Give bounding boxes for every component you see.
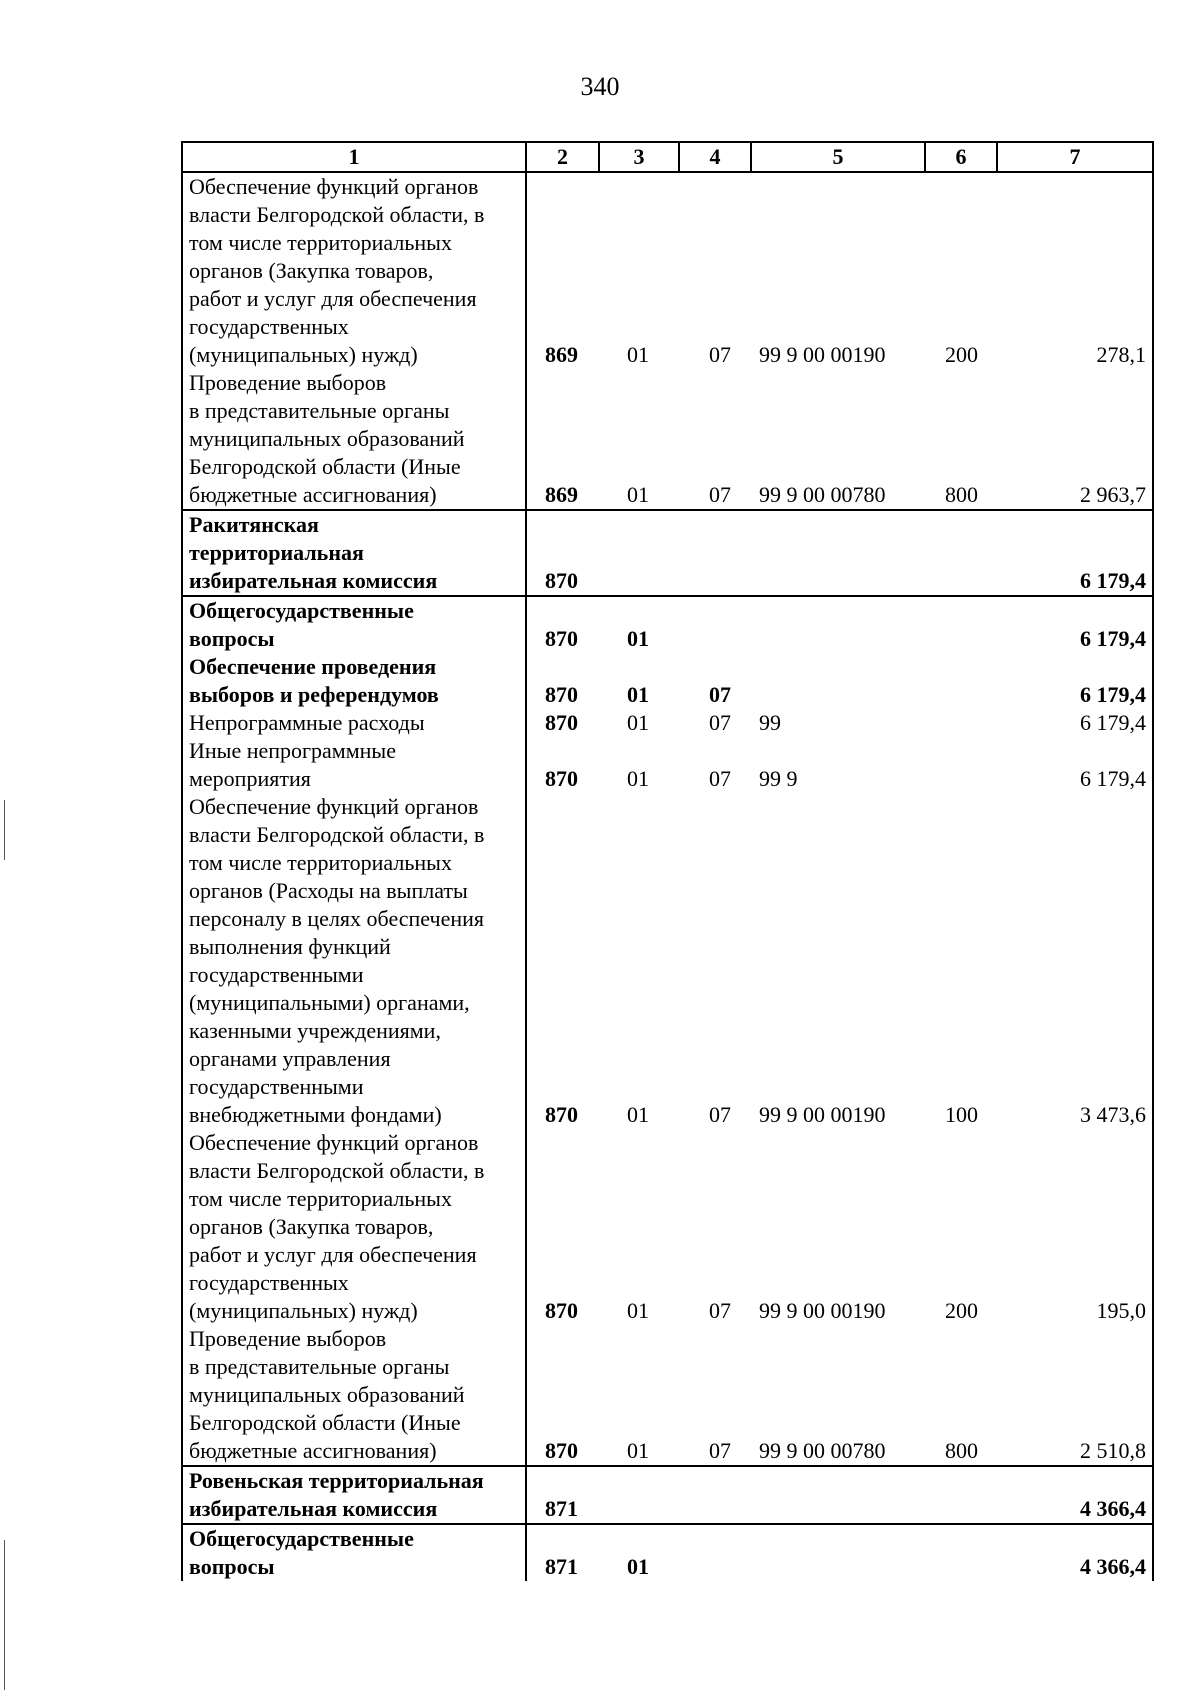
description-line: государственными bbox=[189, 1074, 364, 1099]
subsection-code-cell: 07 bbox=[679, 1325, 751, 1466]
target-article-cell bbox=[751, 510, 925, 596]
subsection-code-cell bbox=[679, 510, 751, 596]
section-code-cell: 01 bbox=[627, 342, 649, 367]
scan-margin-mark bbox=[4, 800, 5, 860]
description-line: Проведение выборов bbox=[189, 370, 387, 395]
expense-type-cell bbox=[925, 510, 997, 596]
description-line: территориальная bbox=[189, 540, 364, 565]
description-line: Непрограммные расходы bbox=[189, 710, 425, 735]
description-line: (муниципальных) нужд) bbox=[189, 1298, 418, 1323]
section-code-cell: 01 bbox=[627, 710, 649, 735]
ministry-code-cell: 870 bbox=[545, 1298, 578, 1323]
description-cell bbox=[182, 369, 526, 510]
table-row bbox=[182, 653, 1153, 709]
section-code-cell: 01 bbox=[627, 1554, 649, 1579]
table-row bbox=[182, 709, 1153, 737]
description-line: выборов и референдумов bbox=[189, 682, 439, 707]
expense-type-cell: 800 bbox=[925, 1325, 997, 1466]
ministry-code-cell: 870 bbox=[545, 626, 578, 651]
description-line: муниципальных образований bbox=[189, 426, 465, 451]
table-row bbox=[182, 510, 1153, 596]
description-line: органов (Закупка товаров, bbox=[189, 258, 434, 283]
amount-cell: 6 179,4 bbox=[997, 510, 1153, 596]
column-header: 6 bbox=[925, 142, 997, 172]
description-line: бюджетные ассигнования) bbox=[189, 482, 437, 507]
table-row bbox=[182, 1524, 1153, 1581]
description-line: избирательная комиссия bbox=[189, 568, 438, 593]
section-code-cell: 01 bbox=[627, 1298, 649, 1323]
description-line: персоналу в целях обеспечения bbox=[189, 906, 485, 931]
column-header: 1 bbox=[182, 142, 526, 172]
amount-cell: 6 179,4 bbox=[997, 653, 1153, 709]
amount-cell: 6 179,4 bbox=[997, 709, 1153, 737]
description-cell bbox=[182, 709, 526, 737]
table-row bbox=[182, 172, 1153, 369]
amount-cell: 3 473,6 bbox=[997, 793, 1153, 1129]
subsection-code-cell: 07 bbox=[709, 682, 731, 707]
description-cell bbox=[182, 1325, 526, 1466]
expense-type-cell bbox=[925, 737, 997, 793]
ministry-code-cell: 869 bbox=[526, 369, 599, 510]
description-line: мероприятия bbox=[189, 766, 311, 791]
scan-margin-mark bbox=[4, 1540, 5, 1690]
target-article-cell: 99 bbox=[759, 710, 781, 735]
expense-type-cell bbox=[925, 653, 997, 709]
description-line: Проведение выборов bbox=[189, 1326, 387, 1351]
description-line: в представительные органы bbox=[189, 1354, 450, 1379]
table-row bbox=[182, 1129, 1153, 1325]
description-line: (муниципальными) органами, bbox=[189, 990, 470, 1015]
expense-type-cell bbox=[925, 596, 997, 653]
description-line: Обеспечение функций органов bbox=[189, 794, 479, 819]
expense-type-cell: 200 bbox=[945, 1298, 978, 1323]
expense-type-cell: 800 bbox=[925, 369, 997, 510]
description-line: вопросы bbox=[189, 626, 275, 651]
description-line: муниципальных образований bbox=[189, 1382, 465, 1407]
description-cell bbox=[182, 793, 526, 1129]
description-line: органов (Закупка товаров, bbox=[189, 1214, 434, 1239]
ministry-code-cell: 871 bbox=[526, 1466, 599, 1524]
subsection-code-cell bbox=[679, 596, 751, 653]
ministry-code-cell: 870 bbox=[545, 766, 578, 791]
amount-cell: 6 179,4 bbox=[997, 737, 1153, 793]
subsection-code-cell: 07 bbox=[709, 710, 731, 735]
description-line: государственных bbox=[189, 1270, 349, 1295]
amount-cell: 4 366,4 bbox=[997, 1466, 1153, 1524]
description-line: Иные непрограммные bbox=[189, 738, 396, 763]
description-line: Обеспечение функций органов bbox=[189, 1130, 479, 1155]
description-line: внебюджетными фондами) bbox=[189, 1102, 442, 1127]
description-line: Ракитянская bbox=[189, 512, 319, 537]
description-line: бюджетные ассигнования) bbox=[189, 1438, 437, 1463]
description-line: работ и услуг для обеспечения bbox=[189, 1242, 477, 1267]
subsection-code-cell: 07 bbox=[709, 766, 731, 791]
table-row bbox=[182, 596, 1153, 653]
section-code-cell: 01 bbox=[599, 369, 679, 510]
ministry-code-cell: 871 bbox=[545, 1554, 578, 1579]
amount-cell: 6 179,4 bbox=[997, 596, 1153, 653]
description-cell bbox=[182, 1524, 526, 1581]
target-article-cell: 99 9 00 00780 bbox=[751, 1325, 925, 1466]
ministry-code-cell: 870 bbox=[526, 1325, 599, 1466]
target-article-cell bbox=[751, 596, 925, 653]
description-line: казенными учреждениями, bbox=[189, 1018, 441, 1043]
column-header: 4 bbox=[679, 142, 751, 172]
table-row bbox=[182, 1325, 1153, 1466]
amount-cell: 2 510,8 bbox=[997, 1325, 1153, 1466]
amount-cell: 195,0 bbox=[997, 1129, 1153, 1325]
description-line: власти Белгородской области, в bbox=[189, 202, 485, 227]
amount-cell: 2 963,7 bbox=[997, 369, 1153, 510]
section-code-cell: 01 bbox=[627, 626, 649, 651]
section-code-cell: 01 bbox=[627, 1102, 649, 1127]
description-line: (муниципальных) нужд) bbox=[189, 342, 418, 367]
target-article-cell: 99 9 00 00190 bbox=[759, 342, 886, 367]
description-line: избирательная комиссия bbox=[189, 1496, 438, 1521]
description-line: работ и услуг для обеспечения bbox=[189, 286, 477, 311]
table-row bbox=[182, 369, 1153, 510]
description-line: Белгородской области (Иные bbox=[189, 1410, 461, 1435]
description-cell bbox=[182, 653, 526, 709]
section-code-cell bbox=[599, 1466, 679, 1524]
subsection-code-cell: 07 bbox=[709, 1298, 731, 1323]
subsection-code-cell: 07 bbox=[709, 1102, 731, 1127]
ministry-code-cell: 869 bbox=[545, 342, 578, 367]
description-line: том числе территориальных bbox=[189, 230, 452, 255]
amount-cell: 4 366,4 bbox=[997, 1524, 1153, 1581]
description-line: Обеспечение проведения bbox=[189, 654, 437, 679]
column-header: 3 bbox=[599, 142, 679, 172]
description-line: выполнения функций bbox=[189, 934, 391, 959]
subsection-code-cell: 07 bbox=[679, 369, 751, 510]
expense-type-cell: 100 bbox=[945, 1102, 978, 1127]
subsection-code-cell bbox=[679, 1466, 751, 1524]
column-header: 2 bbox=[526, 142, 599, 172]
description-line: в представительные органы bbox=[189, 398, 450, 423]
section-code-cell: 01 bbox=[627, 682, 649, 707]
expense-type-cell: 200 bbox=[945, 342, 978, 367]
description-cell bbox=[182, 1129, 526, 1325]
section-code-cell bbox=[599, 510, 679, 596]
header-row bbox=[182, 142, 1153, 172]
table-row bbox=[182, 737, 1153, 793]
description-line: том числе территориальных bbox=[189, 1186, 452, 1211]
target-article-cell: 99 9 00 00190 bbox=[759, 1298, 886, 1323]
table-body bbox=[182, 172, 1153, 1581]
target-article-cell bbox=[751, 653, 925, 709]
description-line: власти Белгородской области, в bbox=[189, 822, 485, 847]
description-cell bbox=[182, 596, 526, 653]
ministry-code-cell: 870 bbox=[545, 682, 578, 707]
description-cell bbox=[182, 510, 526, 596]
description-cell bbox=[182, 172, 526, 369]
description-line: вопросы bbox=[189, 1554, 275, 1579]
subsection-code-cell bbox=[679, 1524, 751, 1581]
target-article-cell bbox=[751, 1466, 925, 1524]
amount-cell: 278,1 bbox=[997, 172, 1153, 369]
description-line: государственными bbox=[189, 962, 364, 987]
ministry-code-cell: 870 bbox=[526, 510, 599, 596]
description-line: Белгородской области (Иные bbox=[189, 454, 461, 479]
target-article-cell bbox=[751, 1524, 925, 1581]
target-article-cell: 99 9 00 00780 bbox=[751, 369, 925, 510]
description-line: органов (Расходы на выплаты bbox=[189, 878, 468, 903]
description-line: органами управления bbox=[189, 1046, 391, 1071]
column-header: 5 bbox=[751, 142, 925, 172]
description-line: том числе территориальных bbox=[189, 850, 452, 875]
table-row bbox=[182, 793, 1153, 1129]
description-line: Общегосударственные bbox=[189, 1526, 414, 1551]
expense-type-cell bbox=[925, 709, 997, 737]
ministry-code-cell: 870 bbox=[545, 710, 578, 735]
expense-type-cell bbox=[925, 1466, 997, 1524]
budget-table bbox=[181, 141, 1154, 1581]
page-number: 340 bbox=[580, 72, 620, 101]
subsection-code-cell: 07 bbox=[709, 342, 731, 367]
expense-type-cell bbox=[925, 1524, 997, 1581]
description-cell bbox=[182, 737, 526, 793]
column-header: 7 bbox=[997, 142, 1153, 172]
ministry-code-cell: 870 bbox=[545, 1102, 578, 1127]
target-article-cell: 99 9 bbox=[759, 766, 798, 791]
description-line: Общегосударственные bbox=[189, 598, 414, 623]
table-row bbox=[182, 1466, 1153, 1524]
description-line: власти Белгородской области, в bbox=[189, 1158, 485, 1183]
section-code-cell: 01 bbox=[599, 1325, 679, 1466]
description-line: государственных bbox=[189, 314, 349, 339]
description-line: Ровеньская территориальная bbox=[189, 1468, 484, 1493]
description-line: Обеспечение функций органов bbox=[189, 174, 479, 199]
target-article-cell: 99 9 00 00190 bbox=[759, 1102, 886, 1127]
description-cell bbox=[182, 1466, 526, 1524]
section-code-cell: 01 bbox=[627, 766, 649, 791]
